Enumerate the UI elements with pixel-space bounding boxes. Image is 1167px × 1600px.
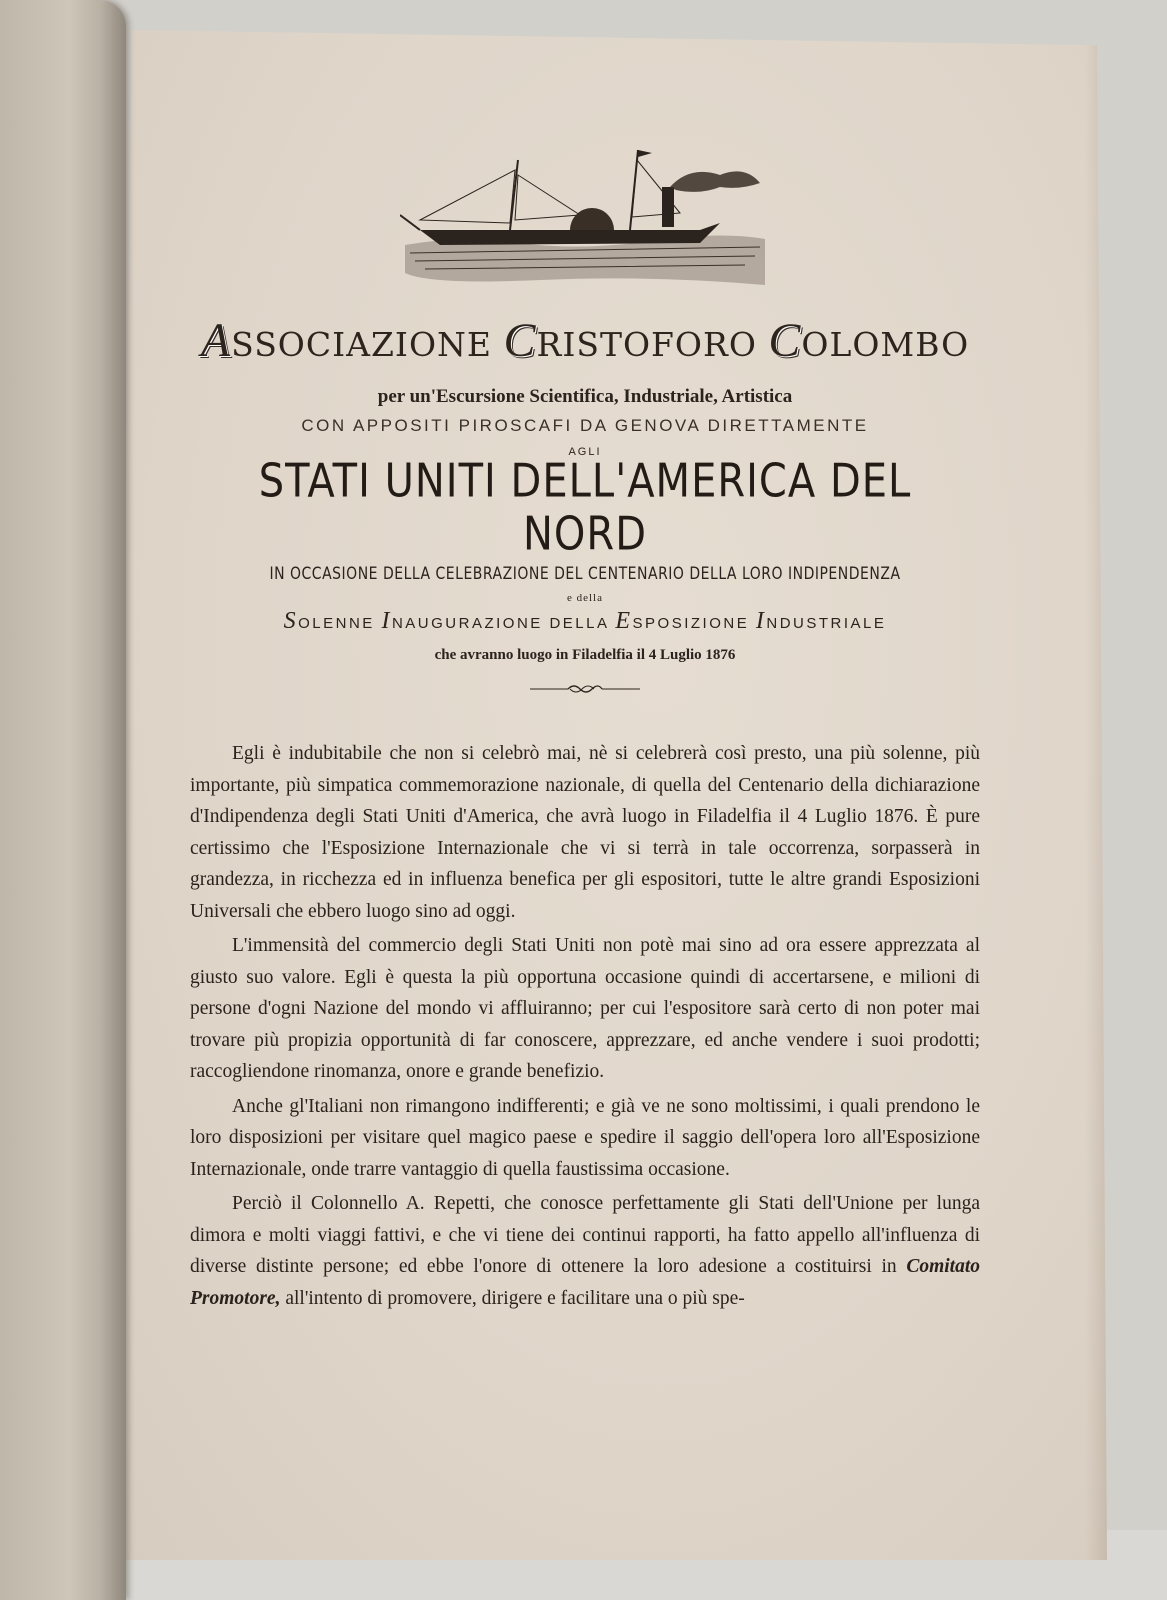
- inaug-initial-i: I: [381, 608, 392, 634]
- inaug-initial-i2: I: [755, 608, 767, 634]
- inaug-word-solenne: OLENNE: [298, 615, 375, 632]
- paragraph-2: L'immensità del commercio degli Stati Uniti non potè mai sino ad ora essere apprezzata al giusto suo valore. Egli è questa la più opportuna occasione quindi di accertarsene, e milioni di persone d'ogni Nazione del mondo vi affluiranno; per cui l'espositore sarà certo di non poter mai trovare più propizia opportunità di far conoscere, apprezzare, ed anche vendere i suoi prodotti; raccogliendone rinomanza, onore e grande benefizio.: [190, 935, 980, 1082]
- title-initial-a: A: [200, 314, 232, 367]
- previous-page-edge: [0, 0, 126, 1600]
- paragraph-3: Anche gl'Italiani non rimangono indifferenti; e già ve ne sono moltissimi, i quali prendono le loro disposizioni per visitare quel magico paese e spedire il saggio dell'opera loro all'Esposizione Internazionale, onde trarre vantaggio di quella faustissima occasione.: [190, 1095, 980, 1180]
- main-title: STATI UNITI DELL'AMERICA DEL NORD: [258, 455, 912, 561]
- dates-line: che avranno luogo in Filadelfia il 4 Luglio 1876: [434, 647, 736, 663]
- inaug-word-inaugurazione: NAUGURAZIONE: [391, 615, 543, 632]
- association-title: [190, 313, 980, 368]
- subtitle-excursion: per un'Escursione Scientifica, Industriale, Artistica: [377, 386, 793, 407]
- paragraph-1: Egli è indubitabile che non si celebrò mai, nè si celebrerà così presto, una più solenne, più importante, più simpatica commemorazione nazionale, di quella del Centenario della dichiarazione d'Indipendenza degli Stati Uniti d'America, che avrà luogo in Filadelfia il 4 Luglio 1876. È pure certissimo che l'Esposizione Internazionale che vi si terrà in tale occorrenza, sorpasserà in grandezza, in ricchezza ed in influenza benefica per gli espositori, tutte le altre grandi Esposizioni Universali che ebbero luogo sino ad oggi.: [190, 743, 980, 922]
- page-content: [190, 135, 980, 1317]
- title-word-colombo: OLOMBO: [801, 325, 970, 364]
- title-word-cristoforo: RISTOFORO: [536, 325, 757, 364]
- subtitle-steamers: CON APPOSITI PIROSCAFI DA GENOVA DIRETTAMENTE: [301, 416, 869, 435]
- subtitle-agli: AGLI: [568, 446, 602, 458]
- inaug-initial-s: S: [283, 608, 299, 634]
- paragraph-4: [190, 1188, 980, 1314]
- steamship-engraving-icon: [400, 135, 770, 285]
- comitato-promotore-emphasis: Comitato Promotore,: [190, 1256, 981, 1309]
- title-word-associazione: SSOCIAZIONE: [231, 325, 492, 364]
- e-della-line: e della: [566, 592, 603, 604]
- title-initial-c: C: [503, 314, 537, 367]
- inaug-word-esposizione: SPOSIZIONE: [632, 615, 750, 632]
- inaug-word-industriale: NDUSTRIALE: [766, 615, 887, 632]
- body-text: [190, 738, 980, 1314]
- paragraph-4-end: all'intento di promovere, dirigere e facilitare una o più spe-: [285, 1287, 745, 1309]
- paragraph-4-start: Perciò il Colonnello A. Repetti, che conosce perfettamente gli Stati dell'Unione per lunga dimora e molti viaggi fattivi, e che vi tiene dei continui rapporti, ha fatto appello all'influenza di diverse distinte persone; ed ebbe l'onore di ottenere la loro adesione a costituirsi in: [190, 1193, 980, 1277]
- title-initial-c2: C: [768, 314, 802, 367]
- inaug-word-della: DELLA: [549, 615, 609, 632]
- inaug-initial-e: E: [615, 608, 633, 634]
- ornament-rule-icon: [530, 682, 640, 696]
- inauguration-line: [190, 608, 980, 635]
- occasion-line: IN OCCASIONE DELLA CELEBRAZIONE DEL CENTENARIO DELLA LORO INDIPENDENZA: [269, 564, 901, 584]
